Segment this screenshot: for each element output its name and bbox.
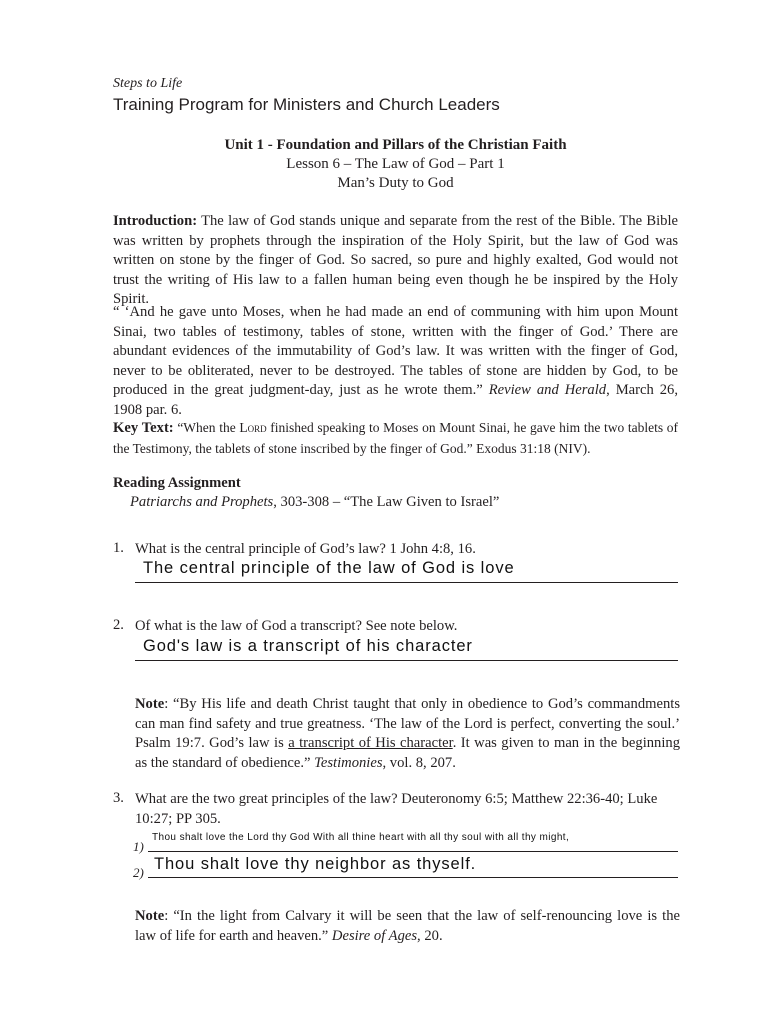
note-1-part2: . It was given to man in the beginning as the standard of obedience.” [135,735,681,771]
question-3-answer-line-2 [148,877,678,878]
key-text-before: “When the [173,420,240,435]
note-1-ref: , vol. 8, 207. [382,754,456,771]
key-text-paragraph [113,418,678,459]
note-2-label: Note [135,908,165,924]
reading-line [130,494,499,511]
question-2-number: 2. [113,617,124,633]
unit-title: Unit 1 - Foundation and Pillars of the Christian Faith [224,137,567,153]
introduction-paragraph [113,212,678,310]
note-1 [135,695,680,773]
question-3-answer-2[interactable]: Thou shalt love thy neighbor as thyself. [154,855,477,873]
quote-source: Review and Herald [488,382,607,398]
reading-detail: , 303-308 – “The Law Given to Israel” [273,494,500,510]
note-1-source: Testimonies [314,754,383,771]
note-1-part1: : “By His life and death Christ taught that only in obedience to God’s commandments can man find safety and true greatness. ‘The law of the Lord is perfect, converting the soul.’ Psalm 19:7. God’s law is [135,696,680,751]
key-text-after: finished speaking to Moses on Mount Sinai, he gave him the two tablets of the Testimony, the tablets of stone inscribed by the finger of God.” Exodus 31:18 (NIV). [113,420,678,456]
lesson-subtitle: Man’s Duty to God [337,175,454,191]
question-2-text: Of what is the law of God a transcript? See note below. [135,618,458,634]
question-3-sub-label-2: 2) [133,865,144,880]
quote-ref: , March 26, 1908 par. 6. [113,382,678,418]
question-1-answer-line [135,582,678,583]
question-3-text: What are the two great principles of the law? Deuteronomy 6:5; Matthew 22:36-40; Luke 10:27; PP 305. [135,791,658,827]
quote-text: “ ‘And he gave unto Moses, when he had made an end of communing with him upon Mount Sinai, two tables of testimony, tables of stone, written with the finger of God.’ There are abundant evidences of the immutability of God’s law. It was written with the finger of God, never to be obliterated, never to be destroyed. The tables of stone are hidden by God, to be produced in the great judgment-day, just as he wrote them.” [113,304,678,398]
note-2-text: : “In the light from Calvary it will be seen that the law of self-renouncing love is the law of life for earth and heaven.” [135,908,680,944]
note-2-ref: , 20. [417,927,443,944]
program-title: Training Program for Ministers and Church Leaders [113,95,500,114]
note-1-underlined: a transcript of His character [288,735,453,751]
quote-paragraph [113,303,678,420]
series-title: Steps to Life [113,76,183,91]
question-2-answer[interactable]: God's law is a transcript of his character [143,637,473,655]
question-1-answer[interactable]: The central principle of the law of God is love [143,559,515,577]
question-2-answer-line [135,660,678,661]
question-1-text: What is the central principle of God’s law? 1 John 4:8, 16. [135,541,476,557]
question-1-number: 1. [113,540,124,556]
introduction-text: The law of God stands unique and separate from the rest of the Bible. The Bible was written by prophets through the inspiration of the Holy Spirit, but the law of God was written on stone by the finger of God. So sacred, so pure and highly exalted, God would not trust the writing of His law to a fallen human being even though he be inspired by the Holy Spirit. [113,213,678,307]
question-3-number: 3. [113,790,124,806]
note-1-label: Note [135,696,165,712]
reading-heading: Reading Assignment [113,475,241,491]
key-text-lord: Lord [239,420,267,435]
question-3-sub-label-1: 1) [133,839,144,854]
question-3-answer-line-1 [148,851,678,852]
question-3-answer-1[interactable]: Thou shalt love the Lord thy God With all thine heart with all thy soul with all thy might, [152,832,570,843]
key-text-label: Key Text: [113,420,174,436]
reading-book: Patriarchs and Prophets [130,494,274,510]
note-2 [135,907,680,946]
lesson-title: Lesson 6 – The Law of God – Part 1 [286,156,505,172]
introduction-label: Introduction: [113,213,198,229]
note-2-source: Desire of Ages [331,927,418,944]
